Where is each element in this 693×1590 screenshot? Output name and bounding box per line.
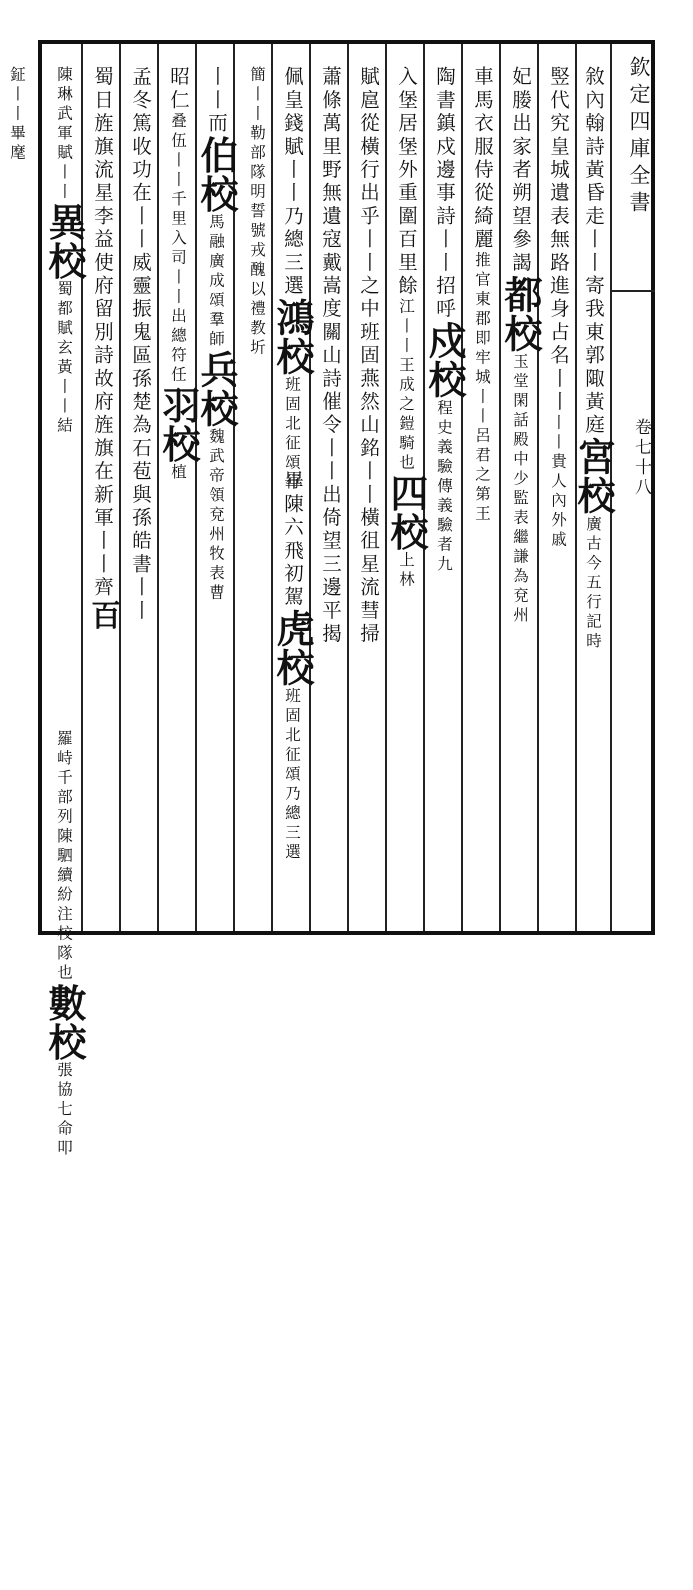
body-text: 入堡居堡外重圍百里餘 — [395, 66, 418, 298]
text-column — [156, 66, 201, 926]
annotation-text: 魏武帝領兗州牧表 — [207, 428, 225, 585]
body-text: 昭仁 — [167, 66, 190, 113]
text-column — [85, 66, 119, 926]
annotation-text: 戎醜以禮教圻 — [248, 241, 266, 359]
entry-heading: 都校 — [498, 274, 543, 353]
text-column — [422, 66, 467, 926]
annotation-text: 廣古今五行記時 — [584, 515, 602, 652]
column-rule — [119, 44, 121, 931]
body-text: 陶書鎮戍邊事詩丨丨招呼 — [433, 66, 456, 322]
column-rule — [499, 44, 501, 931]
annotation-text: 馬融廣成頌羣師 — [207, 213, 225, 351]
body-text: 蜀日旌旗流星李益使府留別詩故府旌旗在新軍丨丨齊 — [91, 66, 114, 600]
entry-heading: 伯校 — [194, 135, 239, 214]
annotation-text: 蜀都賦玄黃丨丨結 — [55, 280, 73, 437]
annotation-text: 推官東郡即牢城丨丨呂君之第王 — [473, 251, 491, 525]
text-column — [351, 66, 385, 926]
text-column — [270, 470, 315, 1330]
text-column — [465, 66, 499, 926]
entry-heading: 虎校 — [270, 609, 315, 688]
annotation-text: 羅峙千部列陳 — [55, 730, 73, 847]
body-text: 竪代究皇城遺表無路進身占名丨丨 — [547, 66, 570, 414]
text-column — [42, 730, 87, 1590]
entry-heading: 鴻校 — [270, 298, 315, 376]
text-column — [0, 66, 34, 926]
body-text: 佩皇錢賦丨丨乃總三選 — [281, 66, 304, 298]
body-text: 妃媵出家者朔望參謁 — [509, 66, 532, 275]
annotation-text: 曹 — [207, 584, 225, 604]
text-column — [194, 66, 239, 926]
entry-heading: 數校 — [42, 983, 87, 1062]
text-column — [384, 66, 429, 926]
column-rule — [157, 44, 159, 931]
annotation-text: 程史義驗傳義驗者九 — [435, 399, 453, 575]
annotation-text: 江丨丨王成之鎧騎也 — [397, 298, 415, 474]
body-text: 畢陳六飛初駕 — [281, 470, 304, 610]
annotation-text: 玉堂閑話殿中少監表繼謙為兗州 — [511, 352, 529, 626]
body-text: 敘內翰詩黃昏走丨丨寄我東郭陬黃庭 — [582, 66, 605, 438]
annotation-text: 叠伍丨丨千里 — [169, 112, 187, 230]
entry-heading: 戍校 — [422, 321, 467, 400]
annotation-text: 張協七命叩 — [55, 1061, 73, 1159]
annotation-text: 班固北征頌行 — [283, 376, 301, 493]
annotation-text: 入司丨丨出總符任 — [169, 229, 187, 386]
annotation-text: 簡丨丨勒部隊明誓號 — [248, 66, 266, 242]
column-rule — [537, 44, 539, 931]
body-text: 孟冬篤收功在丨丨威靈振鬼區孫楚為石苞與孫皓書丨丨 — [129, 66, 152, 623]
entry-heading: 兵校 — [194, 350, 239, 429]
text-column — [313, 66, 347, 926]
text-column — [541, 66, 575, 926]
volume-number: 卷七十八 — [631, 418, 651, 498]
book-title: 欽定四庫全書 — [627, 56, 651, 218]
annotation-text: 丨丨貴人內外戚 — [549, 414, 567, 551]
entry-heading: 四校 — [384, 473, 429, 552]
body-text: 賦扈從橫行出乎丨丨之中班固燕然山銘丨丨橫徂星流彗掃 — [357, 66, 380, 646]
body-text: 丨丨而 — [205, 66, 228, 136]
body-text: 蕭條萬里野無遺寇戴嵩度關山詩催令丨丨出倚望三邊平揭 — [319, 66, 342, 646]
body-text: 車馬衣服侍從綺麗 — [471, 66, 494, 252]
annotation-text: 駟續紛注校隊也 — [55, 847, 73, 984]
annotation-text: 班固北征頌乃總三選 — [283, 687, 301, 863]
text-column — [123, 66, 157, 926]
entry-heading: 百 — [85, 599, 120, 634]
text-column — [498, 66, 543, 926]
entry-heading: 異校 — [42, 202, 87, 281]
entry-heading: 羽校 — [156, 385, 201, 464]
annotation-text: 陳琳武軍賦丨丨 — [55, 66, 73, 203]
annotation-text: 上林 — [397, 551, 415, 591]
column-rule — [81, 44, 83, 931]
text-column — [571, 66, 616, 926]
annotation-text: 植 — [169, 463, 187, 483]
annotation-text: 鉦丨丨畢麾 — [8, 66, 26, 164]
text-column — [240, 66, 274, 926]
column-rule — [461, 44, 463, 931]
column-rule — [347, 44, 349, 931]
entry-heading: 宮校 — [571, 437, 616, 516]
column-rule — [309, 44, 311, 931]
